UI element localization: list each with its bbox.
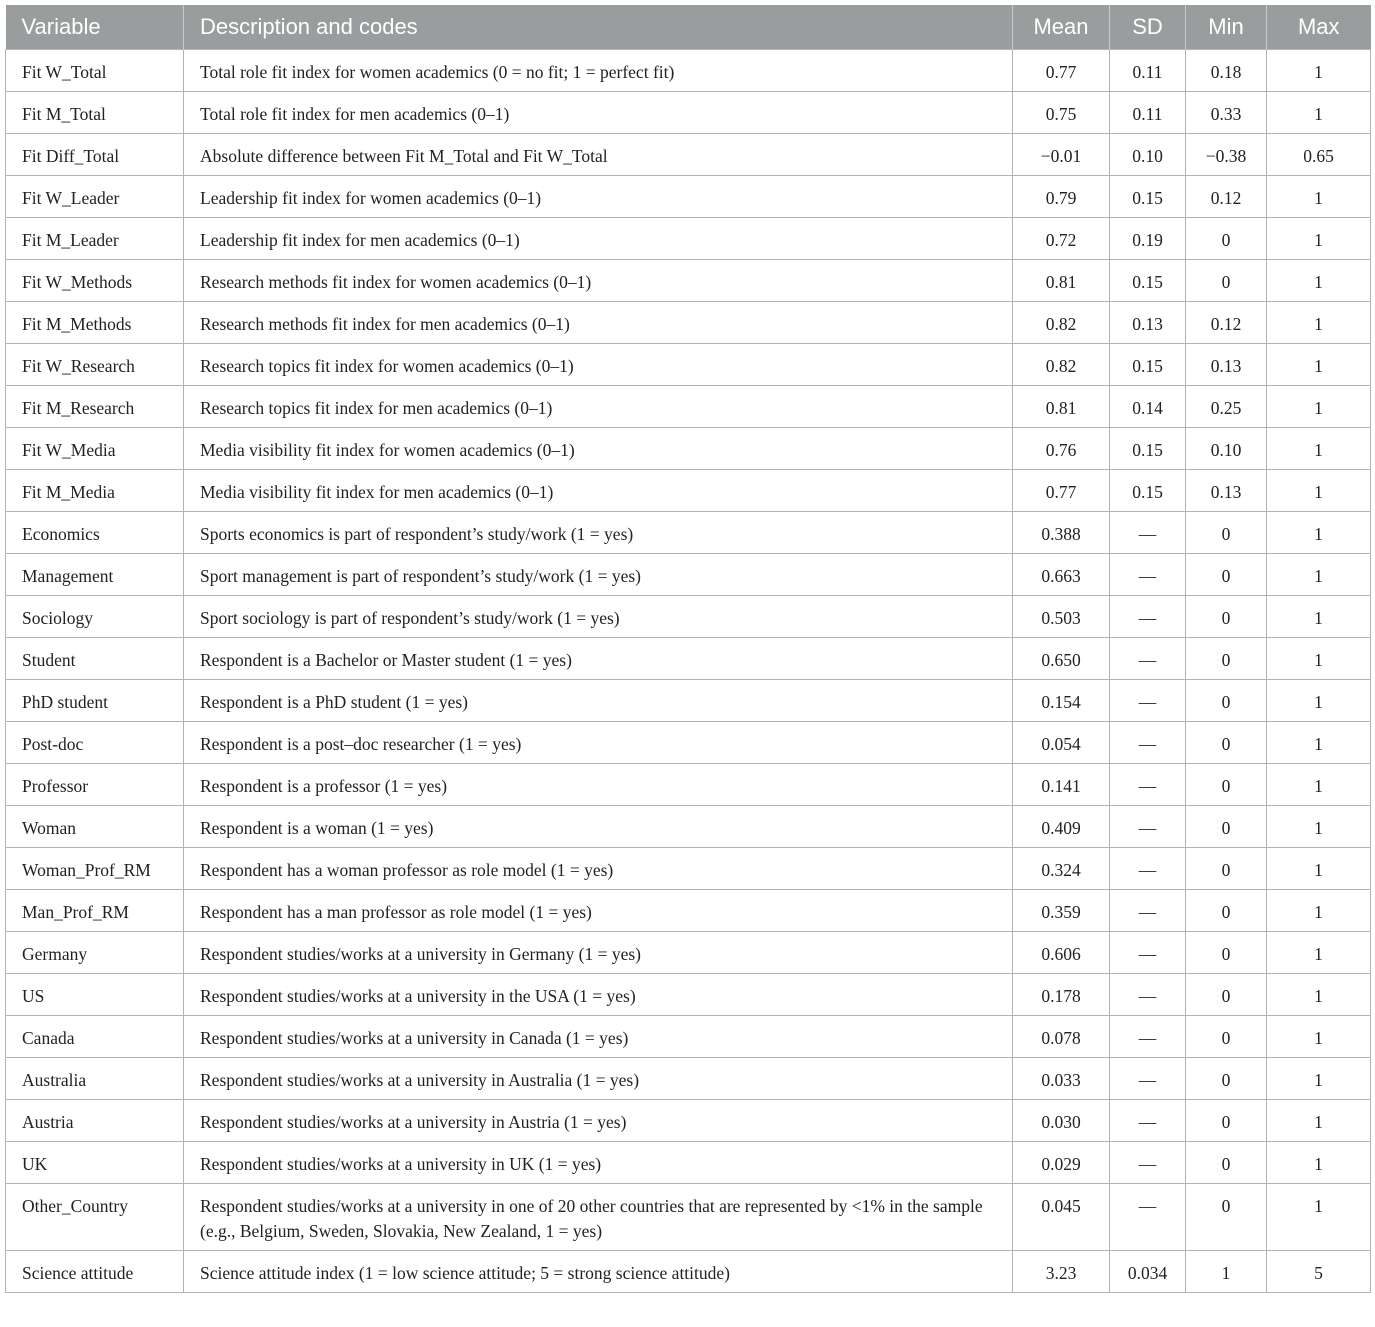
- cell-variable: Sociology: [6, 596, 184, 638]
- cell-description: Leadership fit index for men academics (0–1): [184, 218, 1013, 260]
- variables-table: [5, 5, 1371, 1293]
- cell-mean: 0.663: [1013, 554, 1110, 596]
- table-row: [6, 302, 1371, 344]
- cell-mean: 0.81: [1013, 260, 1110, 302]
- cell-min: 0.12: [1186, 302, 1267, 344]
- header-description: Description and codes: [184, 5, 1013, 50]
- cell-variable: Woman_Prof_RM: [6, 848, 184, 890]
- cell-sd: 0.13: [1110, 302, 1186, 344]
- cell-max: 1: [1267, 176, 1371, 218]
- cell-sd: —: [1110, 1142, 1186, 1184]
- cell-mean: 0.82: [1013, 344, 1110, 386]
- cell-mean: 0.79: [1013, 176, 1110, 218]
- header-max: Max: [1267, 5, 1371, 50]
- cell-mean: 3.23: [1013, 1251, 1110, 1293]
- cell-sd: —: [1110, 1058, 1186, 1100]
- table-row: [6, 1251, 1371, 1293]
- cell-min: 0.10: [1186, 428, 1267, 470]
- cell-variable: Fit M_Methods: [6, 302, 184, 344]
- cell-variable: Fit M_Research: [6, 386, 184, 428]
- cell-max: 5: [1267, 1251, 1371, 1293]
- cell-max: 1: [1267, 386, 1371, 428]
- cell-variable: Fit W_Total: [6, 50, 184, 92]
- header-sd: SD: [1110, 5, 1186, 50]
- table-row: [6, 554, 1371, 596]
- cell-description: Respondent studies/works at a university in Australia (1 = yes): [184, 1058, 1013, 1100]
- cell-max: 1: [1267, 890, 1371, 932]
- table-row: [6, 386, 1371, 428]
- cell-variable: Post-doc: [6, 722, 184, 764]
- cell-sd: 0.19: [1110, 218, 1186, 260]
- cell-min: 0: [1186, 260, 1267, 302]
- cell-description: Respondent studies/works at a university in one of 20 other countries that are represented by <1% in the sample (e.g., Belgium, Sweden, Slovakia, New Zealand, 1 = yes): [184, 1184, 1013, 1251]
- cell-min: 0: [1186, 1100, 1267, 1142]
- cell-min: 1: [1186, 1251, 1267, 1293]
- cell-min: 0: [1186, 1058, 1267, 1100]
- cell-description: Leadership fit index for women academics (0–1): [184, 176, 1013, 218]
- header-mean: Mean: [1013, 5, 1110, 50]
- cell-mean: 0.77: [1013, 50, 1110, 92]
- cell-min: 0: [1186, 512, 1267, 554]
- cell-max: 1: [1267, 554, 1371, 596]
- cell-description: Respondent studies/works at a university in UK (1 = yes): [184, 1142, 1013, 1184]
- cell-description: Total role fit index for men academics (0–1): [184, 92, 1013, 134]
- cell-max: 1: [1267, 512, 1371, 554]
- table-row: [6, 932, 1371, 974]
- cell-mean: 0.045: [1013, 1184, 1110, 1251]
- cell-max: 1: [1267, 302, 1371, 344]
- cell-sd: —: [1110, 596, 1186, 638]
- cell-max: 1: [1267, 806, 1371, 848]
- cell-max: 1: [1267, 218, 1371, 260]
- table-row: [6, 1058, 1371, 1100]
- cell-variable: Germany: [6, 932, 184, 974]
- table-row: [6, 722, 1371, 764]
- cell-variable: Fit W_Leader: [6, 176, 184, 218]
- cell-min: 0: [1186, 932, 1267, 974]
- table-row: [6, 512, 1371, 554]
- cell-mean: 0.078: [1013, 1016, 1110, 1058]
- cell-sd: —: [1110, 806, 1186, 848]
- table-row: [6, 260, 1371, 302]
- cell-sd: 0.15: [1110, 260, 1186, 302]
- cell-variable: Austria: [6, 1100, 184, 1142]
- cell-sd: —: [1110, 1100, 1186, 1142]
- cell-min: 0: [1186, 722, 1267, 764]
- cell-max: 1: [1267, 1058, 1371, 1100]
- cell-sd: —: [1110, 638, 1186, 680]
- cell-mean: 0.029: [1013, 1142, 1110, 1184]
- cell-min: 0.12: [1186, 176, 1267, 218]
- cell-max: 1: [1267, 1016, 1371, 1058]
- cell-description: Respondent is a Bachelor or Master student (1 = yes): [184, 638, 1013, 680]
- table-row: [6, 50, 1371, 92]
- cell-variable: Fit Diff_Total: [6, 134, 184, 176]
- cell-variable: UK: [6, 1142, 184, 1184]
- table-row: [6, 1100, 1371, 1142]
- cell-sd: —: [1110, 680, 1186, 722]
- cell-min: 0: [1186, 680, 1267, 722]
- cell-sd: —: [1110, 764, 1186, 806]
- cell-min: 0: [1186, 1016, 1267, 1058]
- cell-description: Respondent has a woman professor as role model (1 = yes): [184, 848, 1013, 890]
- cell-mean: 0.154: [1013, 680, 1110, 722]
- cell-mean: 0.359: [1013, 890, 1110, 932]
- cell-description: Respondent is a professor (1 = yes): [184, 764, 1013, 806]
- cell-description: Total role fit index for women academics (0 = no fit; 1 = perfect fit): [184, 50, 1013, 92]
- cell-min: 0: [1186, 848, 1267, 890]
- cell-min: 0.13: [1186, 344, 1267, 386]
- cell-sd: 0.11: [1110, 50, 1186, 92]
- cell-max: 1: [1267, 50, 1371, 92]
- cell-variable: Fit M_Media: [6, 470, 184, 512]
- cell-description: Respondent studies/works at a university in Germany (1 = yes): [184, 932, 1013, 974]
- cell-mean: 0.650: [1013, 638, 1110, 680]
- cell-variable: Fit M_Leader: [6, 218, 184, 260]
- cell-min: 0: [1186, 764, 1267, 806]
- cell-max: 1: [1267, 1100, 1371, 1142]
- cell-variable: Woman: [6, 806, 184, 848]
- cell-max: 1: [1267, 722, 1371, 764]
- cell-description: Respondent is a PhD student (1 = yes): [184, 680, 1013, 722]
- cell-min: −0.38: [1186, 134, 1267, 176]
- cell-description: Sports economics is part of respondent’s study/work (1 = yes): [184, 512, 1013, 554]
- cell-variable: Fit W_Research: [6, 344, 184, 386]
- header-row: [6, 5, 1371, 50]
- cell-mean: 0.388: [1013, 512, 1110, 554]
- cell-min: 0: [1186, 1142, 1267, 1184]
- cell-max: 0.65: [1267, 134, 1371, 176]
- table-row: [6, 470, 1371, 512]
- cell-mean: 0.82: [1013, 302, 1110, 344]
- cell-mean: −0.01: [1013, 134, 1110, 176]
- table-row: [6, 344, 1371, 386]
- cell-sd: 0.034: [1110, 1251, 1186, 1293]
- cell-max: 1: [1267, 596, 1371, 638]
- cell-max: 1: [1267, 260, 1371, 302]
- table-row: [6, 428, 1371, 470]
- cell-min: 0: [1186, 638, 1267, 680]
- cell-min: 0: [1186, 806, 1267, 848]
- cell-sd: —: [1110, 932, 1186, 974]
- cell-mean: 0.606: [1013, 932, 1110, 974]
- table-header: [6, 5, 1371, 50]
- table-row: [6, 92, 1371, 134]
- cell-sd: 0.15: [1110, 176, 1186, 218]
- cell-min: 0: [1186, 596, 1267, 638]
- cell-variable: Other_Country: [6, 1184, 184, 1251]
- table-row: [6, 176, 1371, 218]
- cell-variable: PhD student: [6, 680, 184, 722]
- cell-description: Science attitude index (1 = low science attitude; 5 = strong science attitude): [184, 1251, 1013, 1293]
- table-row: [6, 596, 1371, 638]
- cell-mean: 0.324: [1013, 848, 1110, 890]
- cell-variable: Fit M_Total: [6, 92, 184, 134]
- table-row: [6, 1142, 1371, 1184]
- cell-sd: —: [1110, 974, 1186, 1016]
- table-row: [6, 1184, 1371, 1251]
- cell-sd: 0.15: [1110, 344, 1186, 386]
- cell-sd: —: [1110, 848, 1186, 890]
- cell-min: 0.18: [1186, 50, 1267, 92]
- cell-description: Research methods fit index for men academics (0–1): [184, 302, 1013, 344]
- cell-mean: 0.81: [1013, 386, 1110, 428]
- cell-description: Respondent studies/works at a university in the USA (1 = yes): [184, 974, 1013, 1016]
- cell-description: Respondent has a man professor as role model (1 = yes): [184, 890, 1013, 932]
- cell-mean: 0.72: [1013, 218, 1110, 260]
- cell-sd: —: [1110, 722, 1186, 764]
- cell-variable: Professor: [6, 764, 184, 806]
- cell-max: 1: [1267, 92, 1371, 134]
- cell-min: 0: [1186, 218, 1267, 260]
- cell-mean: 0.77: [1013, 470, 1110, 512]
- cell-variable: Fit W_Methods: [6, 260, 184, 302]
- table-body: [6, 50, 1371, 1293]
- cell-mean: 0.141: [1013, 764, 1110, 806]
- table-row: [6, 218, 1371, 260]
- cell-description: Respondent is a post–doc researcher (1 = yes): [184, 722, 1013, 764]
- cell-description: Respondent studies/works at a university in Canada (1 = yes): [184, 1016, 1013, 1058]
- cell-max: 1: [1267, 932, 1371, 974]
- cell-description: Absolute difference between Fit M_Total and Fit W_Total: [184, 134, 1013, 176]
- cell-variable: US: [6, 974, 184, 1016]
- cell-variable: Student: [6, 638, 184, 680]
- cell-mean: 0.178: [1013, 974, 1110, 1016]
- cell-description: Respondent studies/works at a university in Austria (1 = yes): [184, 1100, 1013, 1142]
- cell-max: 1: [1267, 974, 1371, 1016]
- cell-mean: 0.503: [1013, 596, 1110, 638]
- cell-description: Sport management is part of respondent’s study/work (1 = yes): [184, 554, 1013, 596]
- table-row: [6, 680, 1371, 722]
- cell-max: 1: [1267, 344, 1371, 386]
- cell-sd: 0.10: [1110, 134, 1186, 176]
- cell-max: 1: [1267, 848, 1371, 890]
- cell-min: 0: [1186, 974, 1267, 1016]
- cell-description: Sport sociology is part of respondent’s study/work (1 = yes): [184, 596, 1013, 638]
- cell-min: 0.25: [1186, 386, 1267, 428]
- table-row: [6, 1016, 1371, 1058]
- cell-min: 0: [1186, 554, 1267, 596]
- cell-max: 1: [1267, 638, 1371, 680]
- cell-max: 1: [1267, 428, 1371, 470]
- table-row: [6, 638, 1371, 680]
- table-row: [6, 134, 1371, 176]
- header-variable: Variable: [6, 5, 184, 50]
- cell-sd: —: [1110, 1016, 1186, 1058]
- cell-mean: 0.054: [1013, 722, 1110, 764]
- cell-variable: Fit W_Media: [6, 428, 184, 470]
- cell-description: Research methods fit index for women academics (0–1): [184, 260, 1013, 302]
- cell-mean: 0.76: [1013, 428, 1110, 470]
- cell-variable: Man_Prof_RM: [6, 890, 184, 932]
- cell-max: 1: [1267, 1184, 1371, 1251]
- cell-mean: 0.033: [1013, 1058, 1110, 1100]
- cell-variable: Science attitude: [6, 1251, 184, 1293]
- cell-mean: 0.75: [1013, 92, 1110, 134]
- cell-min: 0: [1186, 890, 1267, 932]
- cell-mean: 0.030: [1013, 1100, 1110, 1142]
- table-row: [6, 806, 1371, 848]
- cell-min: 0: [1186, 1184, 1267, 1251]
- table-row: [6, 974, 1371, 1016]
- cell-max: 1: [1267, 680, 1371, 722]
- cell-sd: —: [1110, 1184, 1186, 1251]
- cell-sd: 0.15: [1110, 470, 1186, 512]
- cell-sd: —: [1110, 890, 1186, 932]
- cell-max: 1: [1267, 764, 1371, 806]
- table-row: [6, 764, 1371, 806]
- cell-sd: —: [1110, 512, 1186, 554]
- cell-max: 1: [1267, 470, 1371, 512]
- cell-variable: Economics: [6, 512, 184, 554]
- cell-description: Respondent is a woman (1 = yes): [184, 806, 1013, 848]
- cell-description: Media visibility fit index for women academics (0–1): [184, 428, 1013, 470]
- cell-variable: Canada: [6, 1016, 184, 1058]
- cell-variable: Australia: [6, 1058, 184, 1100]
- cell-sd: 0.15: [1110, 428, 1186, 470]
- cell-sd: 0.11: [1110, 92, 1186, 134]
- cell-description: Research topics fit index for men academics (0–1): [184, 386, 1013, 428]
- cell-mean: 0.409: [1013, 806, 1110, 848]
- cell-description: Research topics fit index for women academics (0–1): [184, 344, 1013, 386]
- cell-variable: Management: [6, 554, 184, 596]
- cell-min: 0.13: [1186, 470, 1267, 512]
- table-row: [6, 848, 1371, 890]
- cell-description: Media visibility fit index for men academics (0–1): [184, 470, 1013, 512]
- cell-min: 0.33: [1186, 92, 1267, 134]
- table-row: [6, 890, 1371, 932]
- cell-sd: 0.14: [1110, 386, 1186, 428]
- header-min: Min: [1186, 5, 1267, 50]
- cell-sd: —: [1110, 554, 1186, 596]
- cell-max: 1: [1267, 1142, 1371, 1184]
